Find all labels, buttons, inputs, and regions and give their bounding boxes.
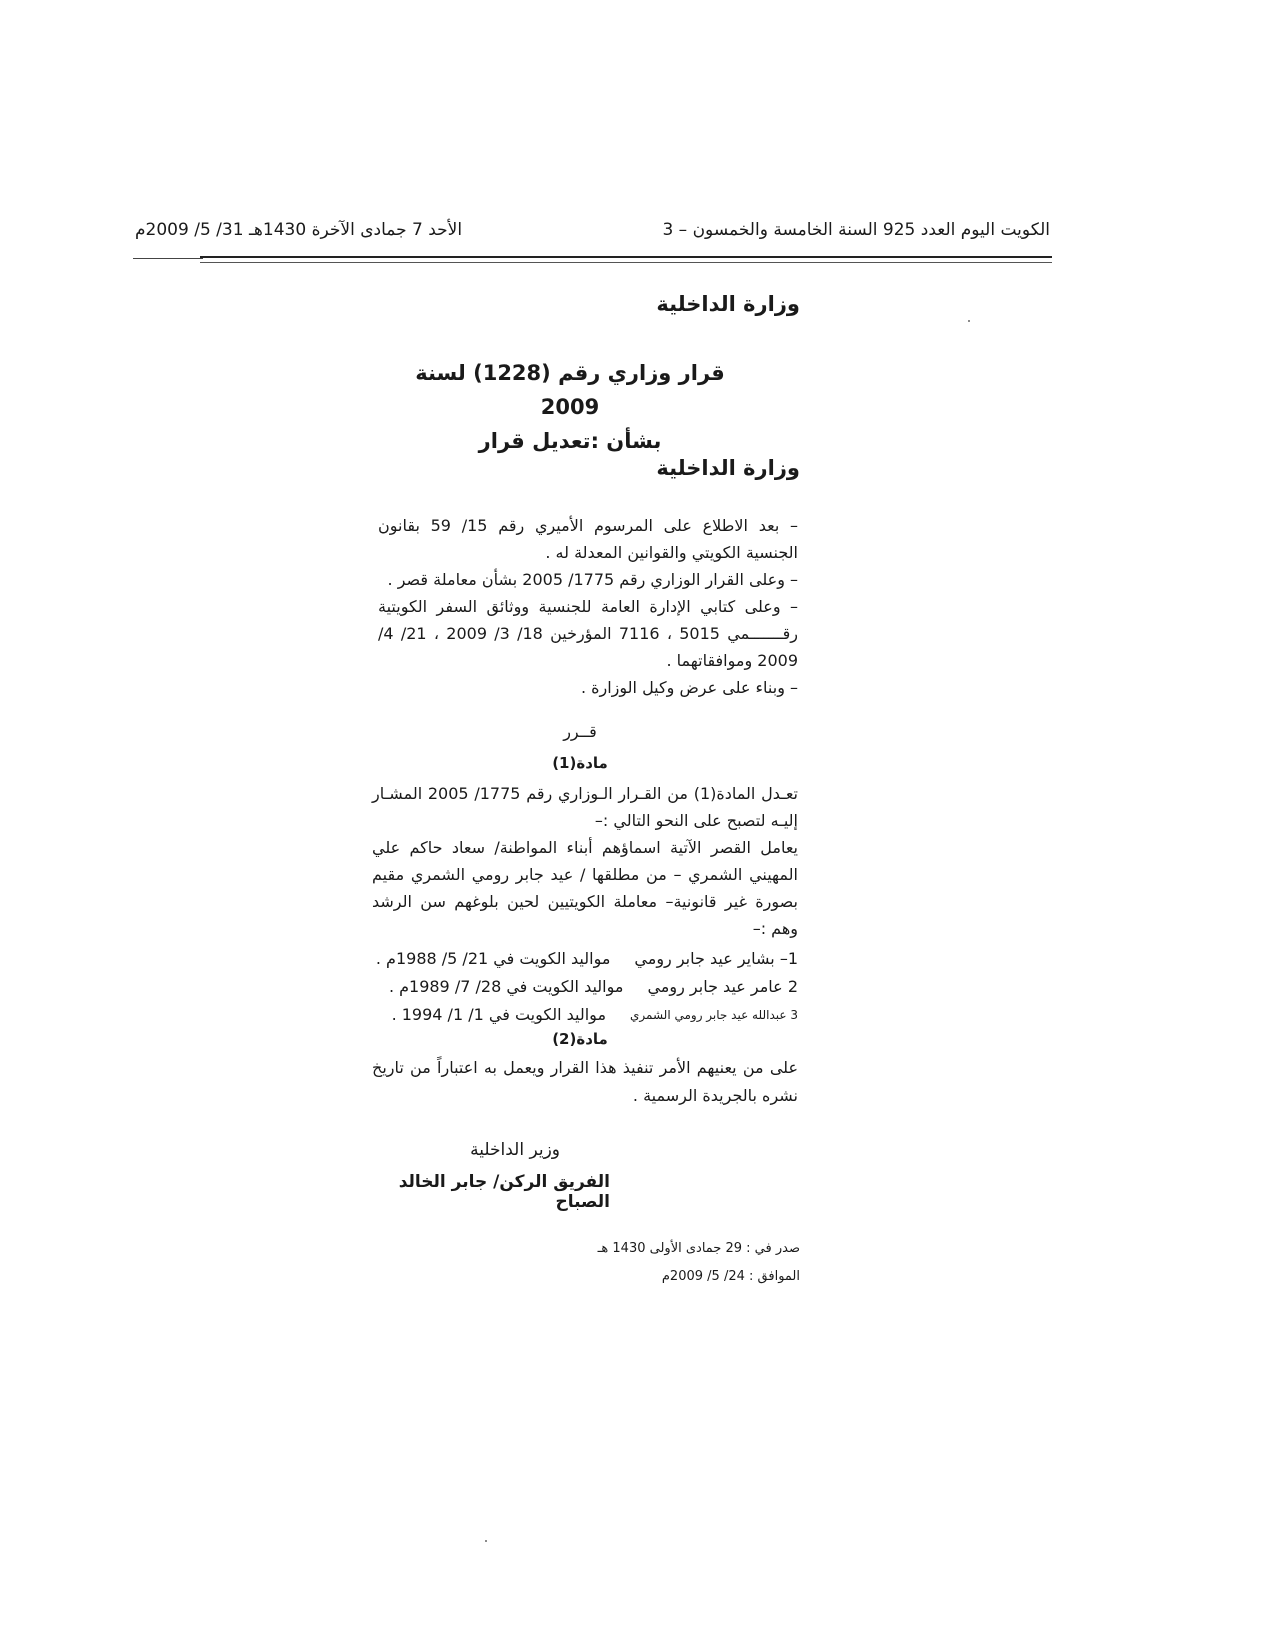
header-rule-short: [133, 258, 203, 259]
scan-speck: [968, 320, 970, 322]
decree-title: [400, 356, 740, 458]
minors-list: [372, 945, 798, 1029]
preamble-clause: – وعلى القرار الوزاري رقم 1775/ 2005 بشأن معاملة قصر .: [387, 570, 798, 589]
publication-header: الكويت اليوم العدد 925 السنة الخامسة والخمسون – 3: [662, 220, 1050, 240]
article-2-body: [372, 1054, 798, 1110]
scan-speck: [485, 1540, 487, 1542]
preamble: [378, 512, 798, 701]
minor-name: 3 عبدالله عيد جابر رومي الشمري: [630, 1008, 798, 1022]
minor-birth: مواليد الكويت في 1/ 1/ 1994 .: [391, 1005, 607, 1024]
ministry-heading: وزارة الداخلية: [656, 292, 800, 316]
decree-title-line1: قرار وزاري رقم (1228) لسنة 2009: [415, 361, 725, 419]
issue-date-gregorian: الموافق : 24/ 5/ 2009م: [661, 1269, 800, 1284]
article-1-body: [372, 780, 798, 942]
minor-birth: مواليد الكويت في 28/ 7/ 1989م .: [388, 977, 624, 996]
minor-name: 2 عامر عيد جابر رومي: [647, 977, 798, 996]
preamble-clause: – وبناء على عرض وكيل الوزارة .: [580, 678, 798, 697]
article-1-heading: مادة(1): [552, 754, 608, 772]
header-rule-thin: [200, 262, 1052, 263]
minor-name: 1– بشاير عيد جابر رومي: [634, 949, 798, 968]
article-2-heading: مادة(2): [552, 1030, 608, 1048]
issuer-heading: وزارة الداخلية: [656, 456, 800, 480]
decree-title-line2: بشأن :تعديل قرار: [478, 429, 662, 453]
article-1-paragraph: تعـدل المادة(1) من القـرار الـوزاري رقم 1775/ 2005 المشـار إليـه لتصبح على النحو التالي :–: [372, 784, 798, 830]
list-item: [372, 973, 798, 1001]
list-item: [372, 1001, 798, 1029]
minister-title: وزير الداخلية: [470, 1140, 560, 1160]
minister-name: الفريق الركن/ جابر الخالد الصباح: [398, 1172, 610, 1212]
list-item: [372, 945, 798, 973]
decided-heading: قــرر: [563, 722, 597, 741]
minor-birth: مواليد الكويت في 21/ 5/ 1988م .: [375, 949, 611, 968]
issue-date-block: [580, 1235, 800, 1291]
header-rule: [200, 256, 1052, 258]
publication-date: الأحد 7 جمادى الآخرة 1430هـ 31/ 5/ 2009م: [135, 220, 463, 240]
article-1-paragraph: يعامل القصر الآتية اسماؤهم أبناء المواطنة/ سعاد حاكم علي المهيني الشمري – من مطلقها / عيد جابر رومي الشمري مقيم بصورة غير قانونية– معاملة الكويتيين لحين بلوغهم سن الرشد وهم :–: [372, 838, 798, 938]
issue-date-hijri: صدر في : 29 جمادى الأولى 1430 هـ: [597, 1241, 800, 1256]
preamble-clause: – وعلى كتابي الإدارة العامة للجنسية ووثائق السفر الكويتية رقـــــــمي 5015 ، 7116 المؤرخين 18/ 3/ 2009 ، 21/ 4/ 2009 وموافقاتهما .: [378, 597, 798, 670]
preamble-clause: – بعد الاطلاع على المرسوم الأميري رقم 15/ 59 بقانون الجنسية الكويتي والقوانين المعدلة له .: [378, 516, 798, 562]
article-2-paragraph: على من يعنيهم الأمر تنفيذ هذا القرار ويعمل به اعتباراً من تاريخ نشره بالجريدة الرسمية .: [372, 1058, 798, 1105]
